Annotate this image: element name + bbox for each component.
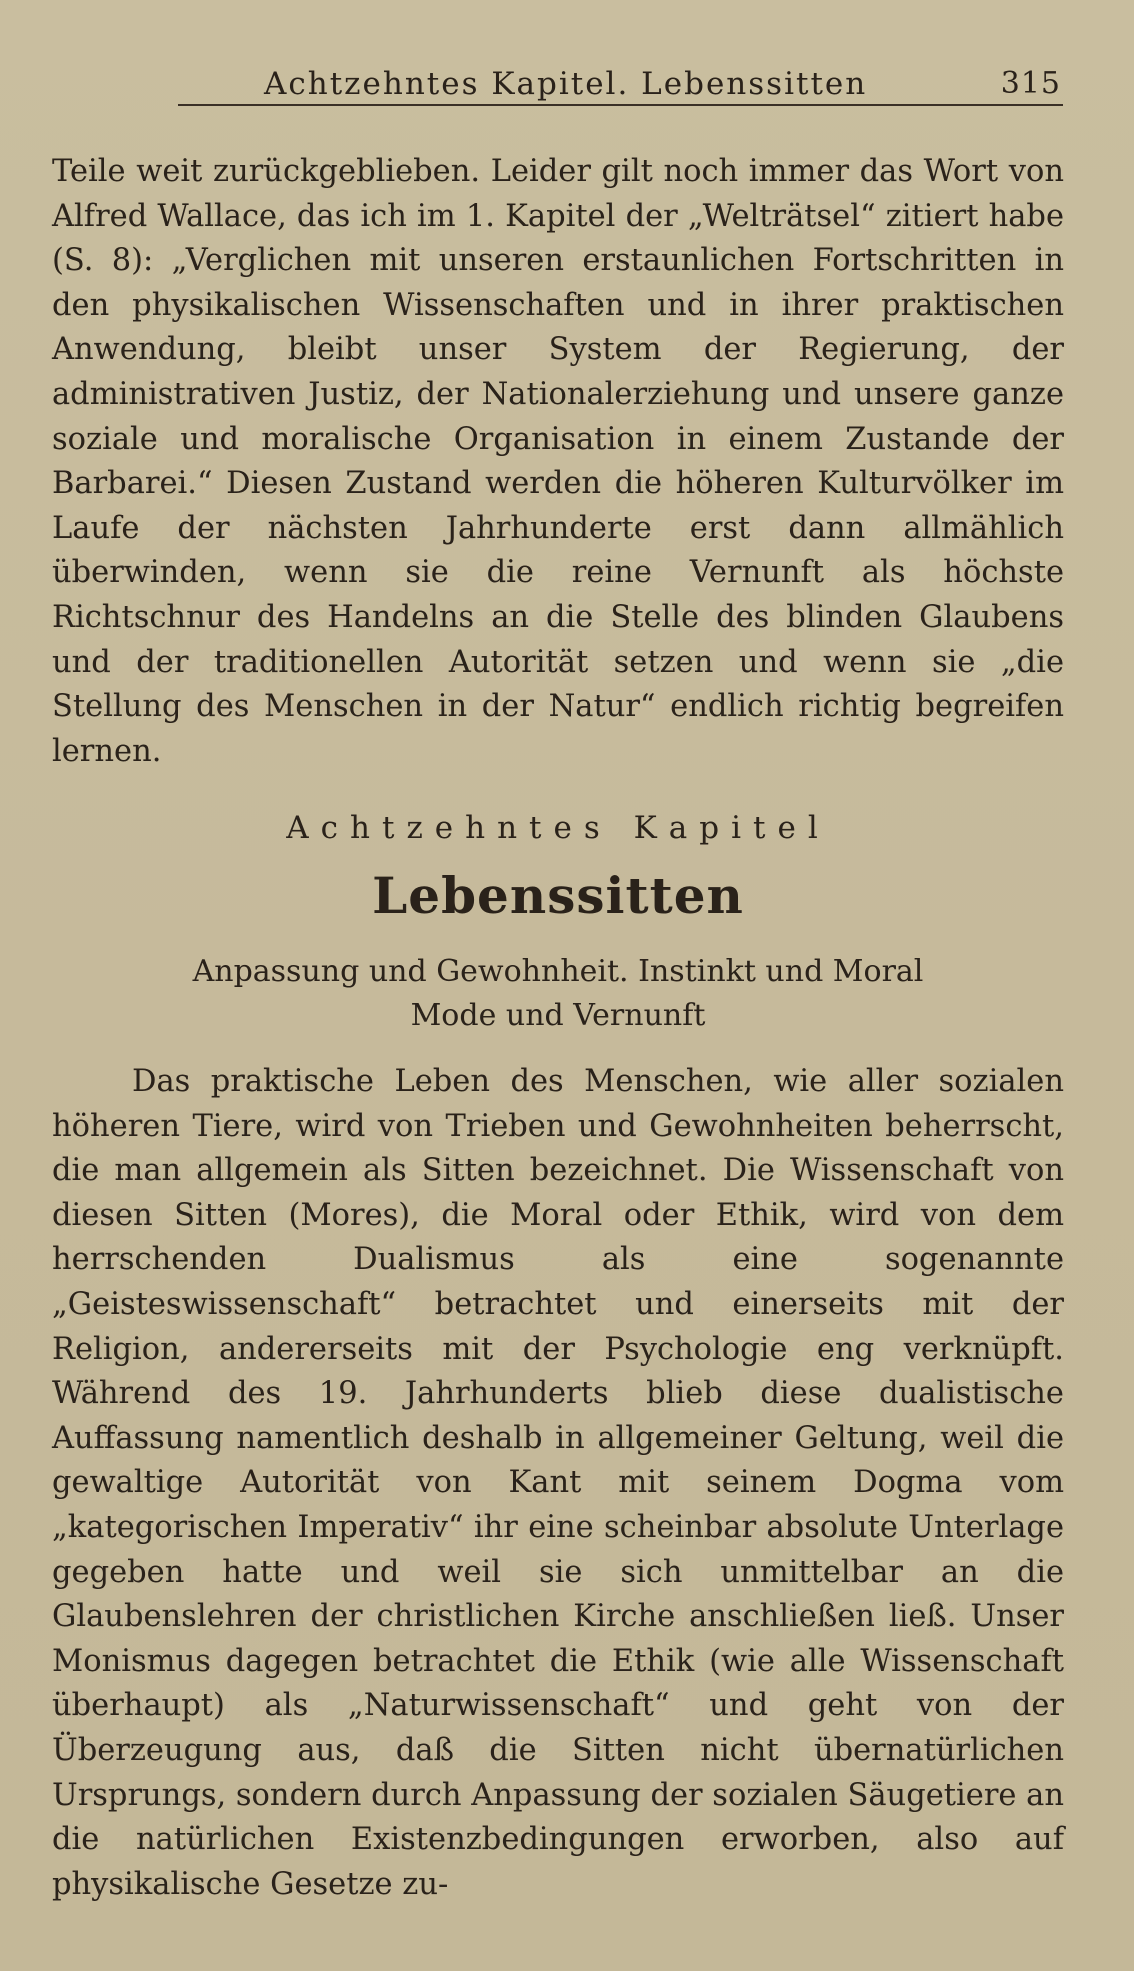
paragraph-text: Das praktische Leben des Menschen, wie aller sozialen höheren Tiere, wird von Trieben und Gewohnheiten beherrscht, die man allgemein als Sitten bezeichnet. Die Wissenschaft von diesen Sitten (Mores), die Moral oder Ethik, wird von dem herrschenden Dualismus als eine sogenannte „Geisteswissenschaft“ betrachtet und einerseits mit der Religion, andererseits mit der Psychologie eng verknüpft. Während des 19. Jahrhunderts blieb diese dualistische Auffassung namentlich deshalb in allgemeiner Geltung, weil die gewaltige Autorität von Kant mit seinem Dogma vom „kategorischen Imperativ“ ihr eine scheinbar absolute Unterlage gegeben hatte und weil sie sich unmittelbar an die Glaubenslehren der christlichen Kirche anschließen ließ. Unser Monismus dagegen betrachtet die Ethik (wie alle Wissenschaft überhaupt) als „Naturwissenschaft“ und geht von der Überzeugung aus, daß die Sitten nicht übernatürlichen Ursprungs, sondern durch Anpassung der sozialen Säugetiere an die natürlichen Existenzbedingungen erworben, also auf physikalische Gesetze zu- — [52, 1064, 1064, 1902]
page-number: 315 — [1000, 66, 1061, 101]
running-header — [178, 64, 1063, 104]
chapter-title: Lebenssitten — [372, 866, 744, 925]
running-title: Achtzehntes Kapitel. Lebenssitten — [264, 66, 868, 102]
chapter-opening-paragraph — [52, 1060, 1064, 1907]
continued-paragraph — [52, 150, 1064, 774]
paragraph-text: Teile weit zurückgeblieben. Leider gilt noch immer das Wort von Alfred Wallace, das ich im 1. Kapitel der „Welträtsel“ zitiert habe (S. 8): „Verglichen mit unseren erstaunlichen Fortschritten in den physikalischen Wissenschaften und in ihrer praktischen Anwendung, bleibt unser System der Regierung, der administrativen Justiz, der Nationalerziehung und unsere ganze soziale und moralische Organisation in einem Zustande der Barbarei.“ Diesen Zustand werden die höheren Kulturvölker im Laufe der nächsten Jahrhunderte erst dann allmählich überwinden, wenn sie die reine Vernunft als höchste Richtschnur des Handelns an die Stelle des blinden Glaubens und der traditionellen Autorität setzen und wenn sie „die Stellung des Menschen in der Natur“ endlich richtig begreifen lernen. — [52, 154, 1064, 769]
chapter-label: Achtzehntes Kapitel — [286, 810, 830, 846]
chapter-subtitle: Anpassung und Gewohnheit. Instinkt und Moral — [192, 954, 924, 989]
chapter-subtitle: Mode und Vernunft — [410, 998, 706, 1033]
header-rule — [178, 104, 1063, 106]
